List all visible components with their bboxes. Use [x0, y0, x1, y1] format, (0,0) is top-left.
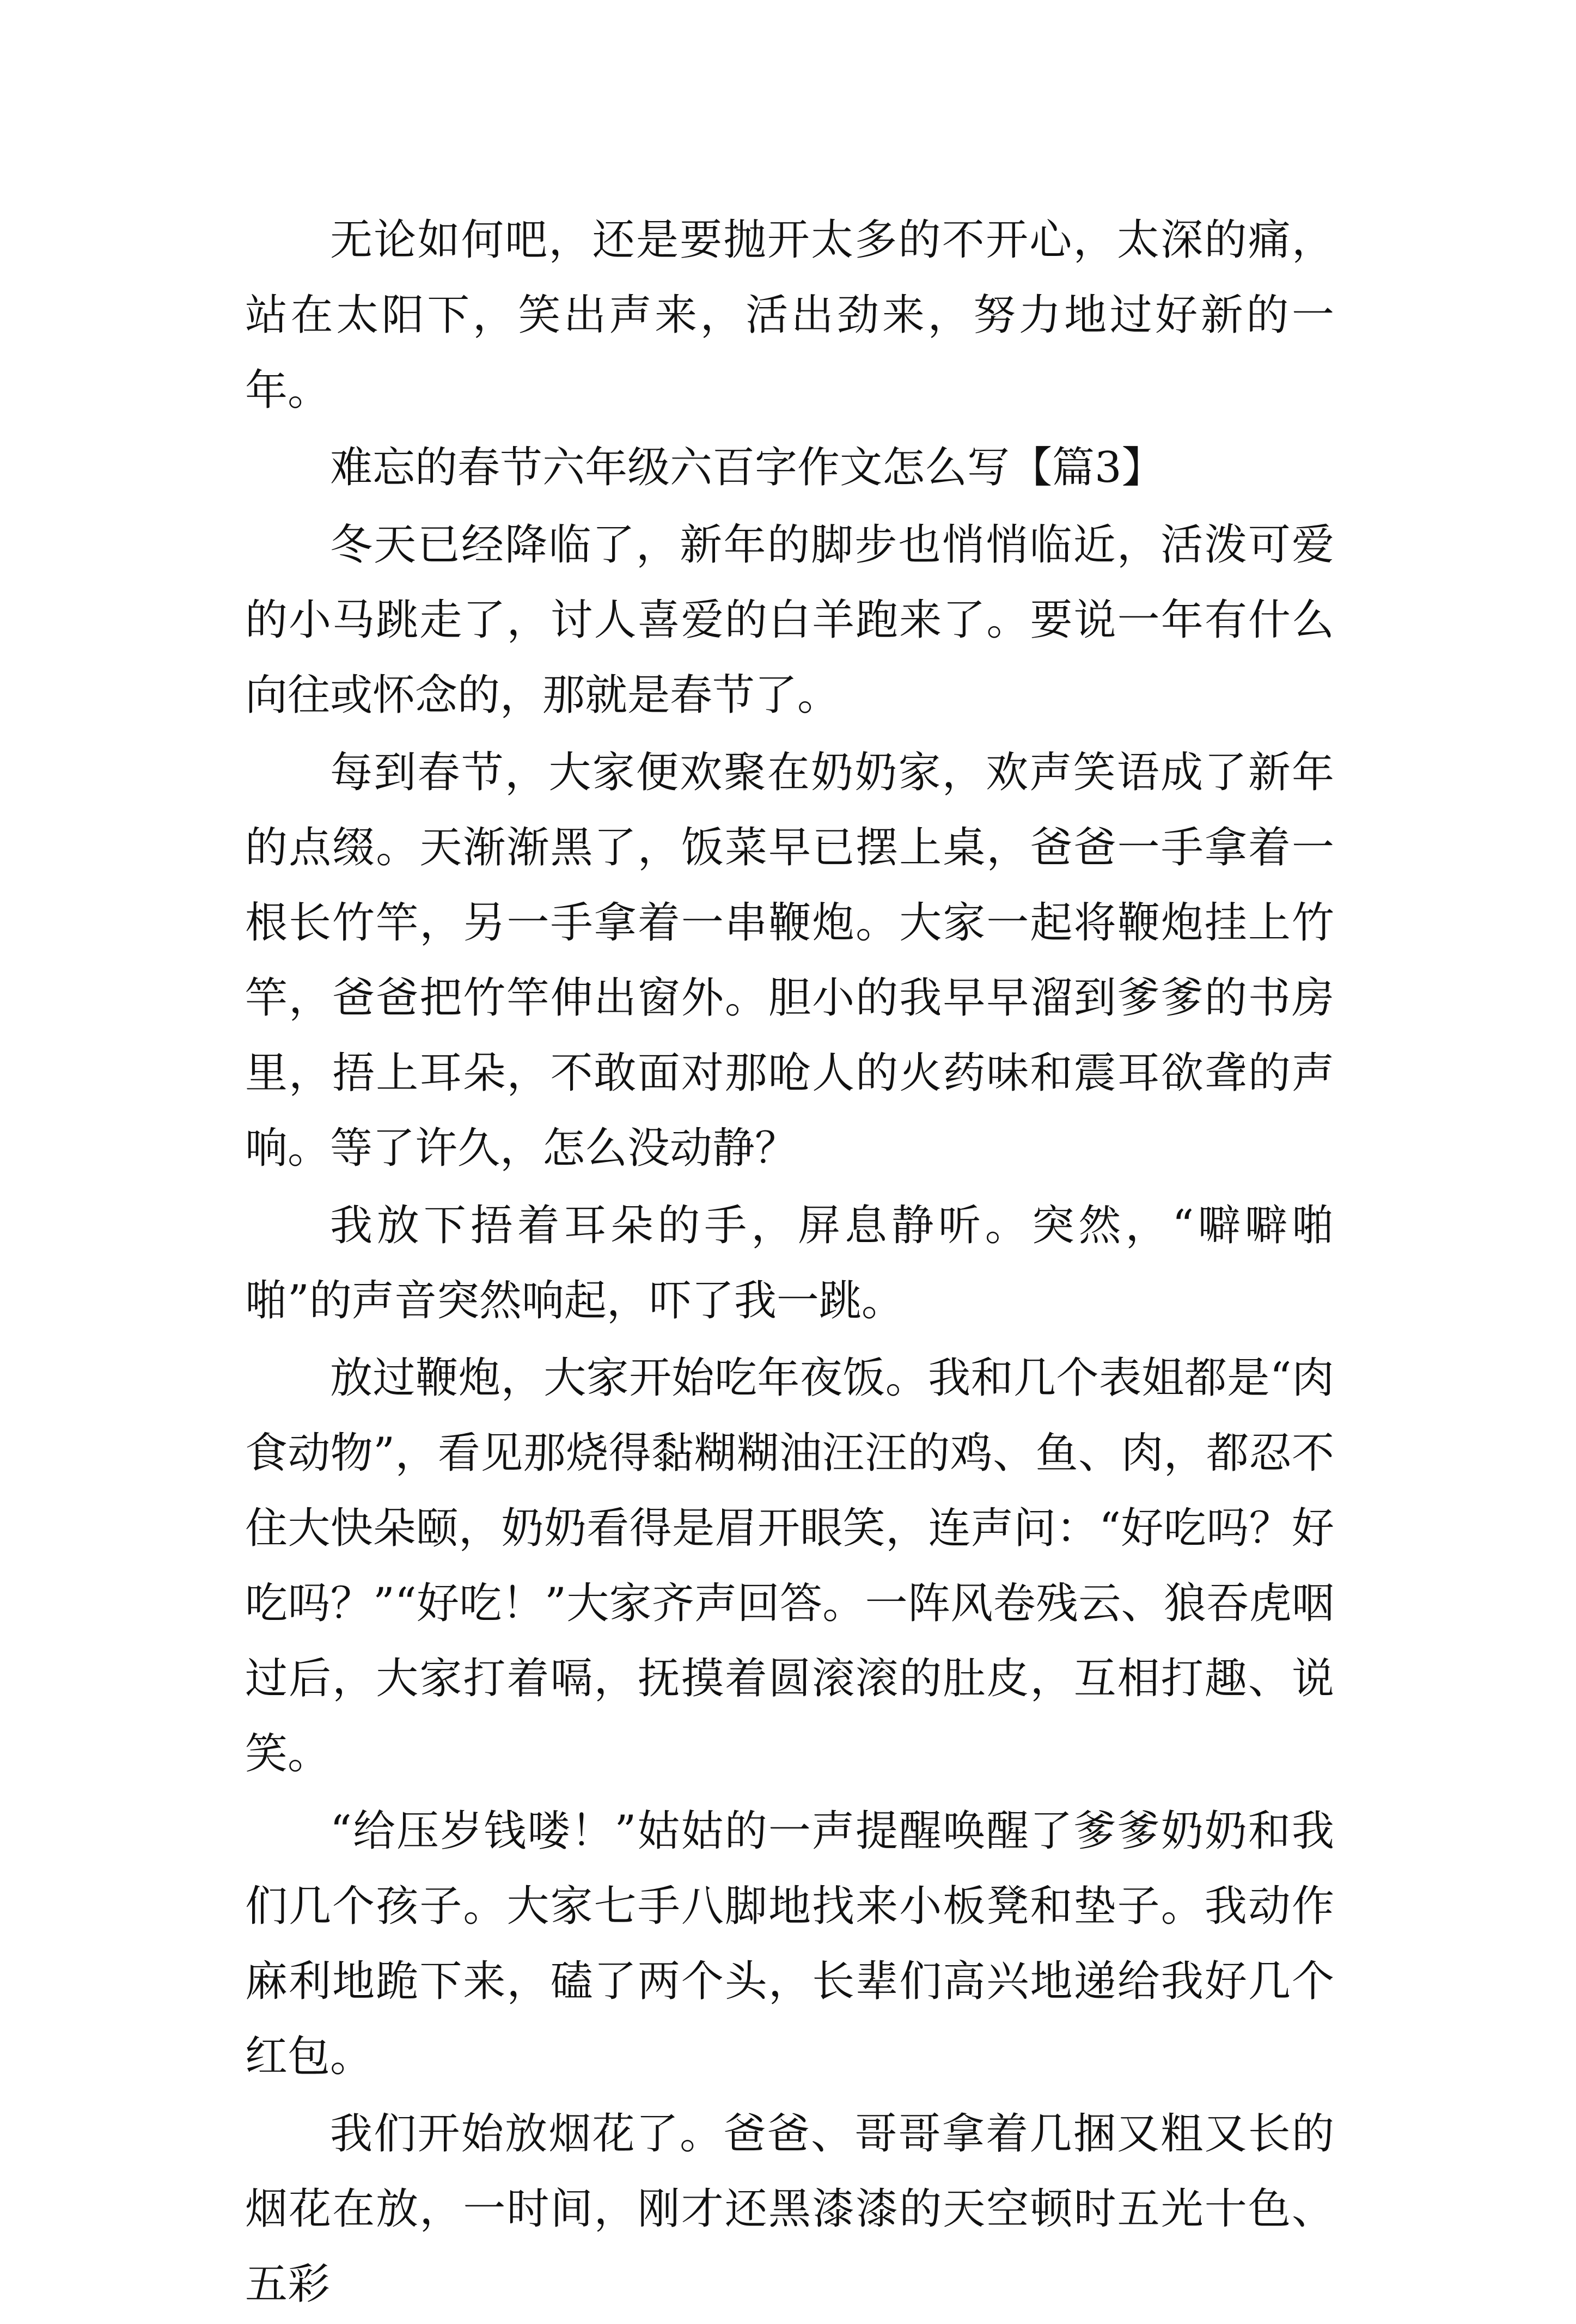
- section-heading: 难忘的春节六年级六百字作文怎么写【篇3】: [330, 443, 1164, 492]
- paragraph-firecrackers: 每到春节，大家便欢聚在奶奶家，欢声笑语成了新年的点缀。天渐渐黑了，饭菜早已摆上桌，爸爸一手拿着一根长竹竿，另一手拿着一串鞭炮。大家一起将鞭炮挂上竹竿，爸爸把竹竿伸出窗外。胆小的我早早溜到爹爹的书房里，捂上耳朵，不敢面对那呛人的火药味和震耳欲聋的声响。等了许久，怎么没动静？: [245, 748, 1334, 1173]
- paragraph-listening: 我放下捂着耳朵的手，屏息静听。突然，“噼噼啪啪”的声音突然响起，吓了我一跳。: [245, 1201, 1334, 1325]
- paragraph-dinner: 放过鞭炮，大家开始吃年夜饭。我和几个表姐都是“肉食动物”，看见那烧得黏糊糊油汪汪的鸡、鱼、肉，都忍不住大快朵颐，奶奶看得是眉开眼笑，连声问：“好吃吗？好吃吗？”“好吃！”大家齐声回答。一阵风卷残云、狼吞虎咽过后，大家打着嗝，抚摸着圆滚滚的肚皮，互相打趣、说笑。: [245, 1354, 1334, 1778]
- paragraph-red-envelopes: “给压岁钱喽！”姑姑的一声提醒唤醒了爹爹奶奶和我们几个孩子。大家七手八脚地找来小板凳和垫子。我动作麻利地跪下来，磕了两个头，长辈们高兴地递给我好几个红包。: [245, 1807, 1334, 2081]
- paragraph-closing: 无论如何吧，还是要抛开太多的不开心，太深的痛，站在太阳下，笑出声来，活出劲来，努力地过好新的一年。: [245, 216, 1334, 415]
- paragraph-fireworks: 我们开始放烟花了。爸爸、哥哥拿着几捆又粗又长的烟花在放，一时间，刚才还黑漆漆的天空顿时五光十色、五彩: [245, 2109, 1334, 2309]
- document-body: [245, 203, 1334, 2324]
- paragraph-winter: 冬天已经降临了，新年的脚步也悄悄临近，活泼可爱的小马跳走了，讨人喜爱的白羊跑来了。要说一年有什么向往或怀念的，那就是春节了。: [245, 521, 1334, 720]
